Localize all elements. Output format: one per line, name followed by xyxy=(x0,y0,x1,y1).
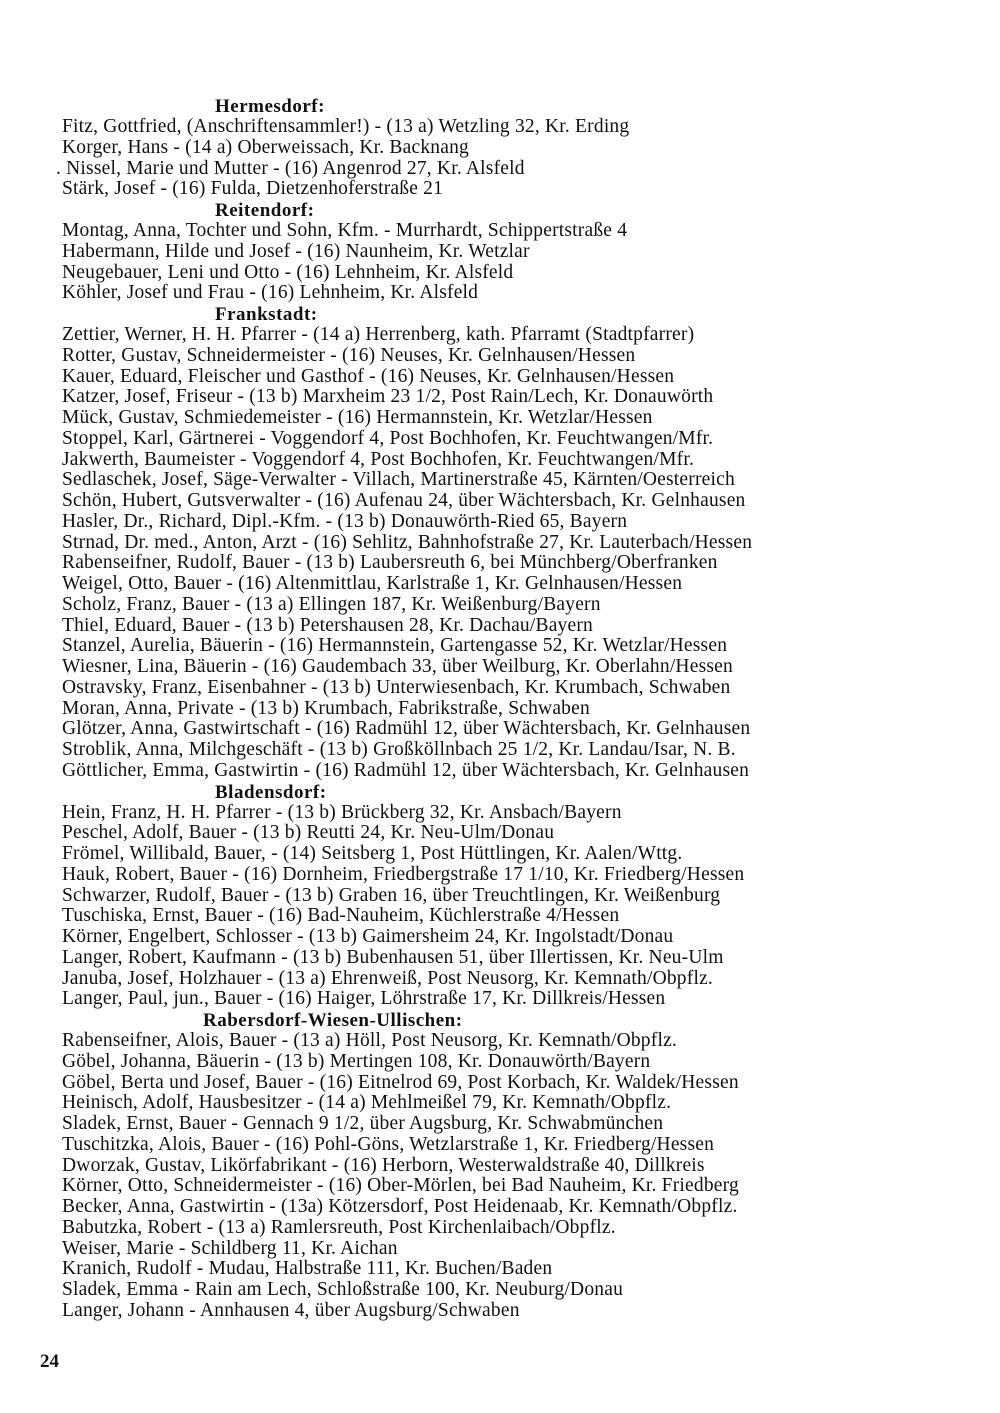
list-item: Schwarzer, Rudolf, Bauer - (13 b) Graben 16, über Treuchtlingen, Kr. Weißenburg xyxy=(62,884,721,906)
list-item: Tuschitzka, Alois, Bauer - (16) Pohl-Göns, Wetzlarstraße 1, Kr. Friedberg/Hessen xyxy=(62,1133,715,1155)
section-bladensdorf xyxy=(62,782,942,1011)
list-item: Katzer, Josef, Friseur - (13 b) Marxheim 23 1/2, Post Rain/Lech, Kr. Donauwörth xyxy=(62,386,714,408)
list-item: Sladek, Emma - Rain am Lech, Schloßstraße 100, Kr. Neuburg/Donau xyxy=(62,1279,624,1300)
section-title: Frankstadt: xyxy=(215,304,318,325)
section-reitendorf xyxy=(62,200,942,304)
list-item: Mück, Gustav, Schmiedemeister - (16) Hermannstein, Kr. Wetzlar/Hessen xyxy=(62,407,653,428)
list-item: Hasler, Dr., Richard, Dipl.-Kfm. - (13 b) Donauwörth-Ried 65, Bayern xyxy=(62,510,628,532)
list-item: Korger, Hans - (14 a) Oberweissach, Kr. Backnang xyxy=(62,136,469,158)
list-item: Peschel, Adolf, Bauer - (13 b) Reutti 24, Kr. Neu-Ulm/Donau xyxy=(62,822,555,844)
list-item: Ostravsky, Franz, Eisenbahner - (13 b) Unterwiesenbach, Kr. Krumbach, Schwaben xyxy=(62,676,731,698)
list-item: Jakwerth, Baumeister - Voggendorf 4, Post Bochhofen, Kr. Feuchtwangen/Mfr. xyxy=(62,448,695,470)
list-item: Zettier, Werner, H. H. Pfarrer - (14 a) Herrenberg, kath. Pfarramt (Stadtpfarrer) xyxy=(62,324,695,345)
list-item: Glötzer, Anna, Gastwirtschaft - (16) Radmühl 12, über Wächtersbach, Kr. Gelnhausen xyxy=(62,718,751,740)
list-item: Sedlaschek, Josef, Säge-Verwalter - Villach, Martinerstraße 45, Kärnten/Oesterreich xyxy=(62,469,735,491)
list-item: Dworzak, Gustav, Likörfabrikant - (16) Herborn, Westerwaldstraße 40, Dillkreis xyxy=(62,1154,705,1176)
list-item: . Nissel, Marie und Mutter - (16) Angenrod 27, Kr. Alsfeld xyxy=(56,157,525,179)
list-item: Göttlicher, Emma, Gastwirtin - (16) Radmühl 12, über Wächtersbach, Kr. Gelnhausen xyxy=(62,759,750,781)
list-item: Sladek, Ernst, Bauer - Gennach 9 1/2, über Augsburg, Kr. Schwabmünchen xyxy=(62,1113,664,1134)
list-item: Rabenseifner, Rudolf, Bauer - (13 b) Laubersreuth 6, bei Münchberg/Oberfranken xyxy=(62,552,718,574)
list-item: Scholz, Franz, Bauer - (13 a) Ellingen 187, Kr. Weißenburg/Bayern xyxy=(62,593,601,615)
list-item: Frömel, Willibald, Bauer, - (14) Seitsberg 1, Post Hüttlingen, Kr. Aalen/Wttg. xyxy=(62,843,683,864)
address-list-page xyxy=(56,96,942,1322)
list-item: Tuschiska, Ernst, Bauer - (16) Bad-Nauheim, Küchlerstraße 4/Hessen xyxy=(62,905,620,927)
list-item: Hauk, Robert, Bauer - (16) Dornheim, Friedbergstraße 17 1/10, Kr. Friedberg/Hessen xyxy=(62,863,745,885)
section-title: Hermesdorf: xyxy=(215,96,325,117)
list-item: Strnad, Dr. med., Anton, Arzt - (16) Sehlitz, Bahnhofstraße 27, Kr. Lauterbach/Hessen xyxy=(62,531,753,553)
list-item: Wiesner, Lina, Bäuerin - (16) Gaudembach 33, über Weilburg, Kr. Oberlahn/Hessen xyxy=(62,656,733,677)
list-item: Heinisch, Adolf, Hausbesitzer - (14 a) Mehlmeißel 79, Kr. Kemnath/Obpflz. xyxy=(62,1092,672,1114)
list-item: Becker, Anna, Gastwirtin - (13a) Kötzersdorf, Post Heidenaab, Kr. Kemnath/Obpflz. xyxy=(62,1196,738,1217)
list-item: Weigel, Otto, Bauer - (16) Altenmittlau, Karlstraße 1, Kr. Gelnhausen/Hessen xyxy=(62,573,683,594)
section-title: Rabersdorf-Wiesen-Ullischen: xyxy=(203,1010,463,1031)
list-item: Thiel, Eduard, Bauer - (13 b) Petershausen 28, Kr. Dachau/Bayern xyxy=(62,614,594,636)
list-item: Stärk, Josef - (16) Fulda, Dietzenhoferstraße 21 xyxy=(62,178,444,200)
list-item: Langer, Robert, Kaufmann - (13 b) Bubenhausen 51, über Illertissen, Kr. Neu-Ulm xyxy=(62,946,724,968)
list-item: Körner, Engelbert, Schlosser - (13 b) Gaimersheim 24, Kr. Ingolstadt/Donau xyxy=(62,926,674,947)
section-rabersdorf-wiesen-ullischen xyxy=(62,1010,942,1322)
list-item: Habermann, Hilde und Josef - (16) Naunheim, Kr. Wetzlar xyxy=(62,240,530,262)
list-item: Göbel, Berta und Josef, Bauer - (16) Eitnelrod 69, Post Korbach, Kr. Waldek/Hessen xyxy=(62,1071,739,1093)
section-title: Reitendorf: xyxy=(215,200,315,221)
section-hermesdorf xyxy=(56,96,942,200)
page-number: 24 xyxy=(40,1351,59,1372)
list-item: Neugebauer, Leni und Otto - (16) Lehnheim, Kr. Alsfeld xyxy=(62,261,514,283)
list-item: Rabenseifner, Alois, Bauer - (13 a) Höll, Post Neusorg, Kr. Kemnath/Obpflz. xyxy=(62,1030,677,1051)
list-item: Stanzel, Aurelia, Bäuerin - (16) Hermannstein, Gartengasse 52, Kr. Wetzlar/Hessen xyxy=(62,635,728,657)
list-item: Stroblik, Anna, Milchgeschäft - (13 b) Großköllnbach 25 1/2, Kr. Landau/Isar, N. B. xyxy=(62,739,736,760)
list-item: Langer, Paul, jun., Bauer - (16) Haiger, Löhrstraße 17, Kr. Dillkreis/Hessen xyxy=(62,988,666,1010)
list-item: Stoppel, Karl, Gärtnerei - Voggendorf 4, Post Bochhofen, Kr. Feuchtwangen/Mfr. xyxy=(62,427,714,449)
list-item: Schön, Hubert, Gutsverwalter - (16) Aufenau 24, über Wächtersbach, Kr. Gelnhausen xyxy=(62,490,746,511)
section-title: Bladensdorf: xyxy=(215,781,327,803)
list-item: Rotter, Gustav, Schneidermeister - (16) Neuses, Kr. Gelnhausen/Hessen xyxy=(62,344,636,366)
list-item: Januba, Josef, Holzhauer - (13 a) Ehrenweiß, Post Neusorg, Kr. Kemnath/Obpflz. xyxy=(62,967,713,989)
list-item: Kranich, Rudolf - Mudau, Halbstraße 111, Kr. Buchen/Baden xyxy=(62,1258,553,1280)
list-item: Kauer, Eduard, Fleischer und Gasthof - (16) Neuses, Kr. Gelnhausen/Hessen xyxy=(62,365,675,387)
list-item: Fitz, Gottfried, (Anschriftensammler!) - (13 a) Wetzling 32, Kr. Erding xyxy=(62,116,630,137)
list-item: Langer, Johann - Annhausen 4, über Augsburg/Schwaben xyxy=(62,1299,520,1321)
list-item: Babutzka, Robert - (13 a) Ramlersreuth, Post Kirchenlaibach/Obpflz. xyxy=(62,1216,616,1238)
list-item: Weiser, Marie - Schildberg 11, Kr. Aichan xyxy=(62,1237,398,1259)
list-item: Körner, Otto, Schneidermeister - (16) Ober-Mörlen, bei Bad Nauheim, Kr. Friedberg xyxy=(62,1175,739,1197)
list-item: Köhler, Josef und Frau - (16) Lehnheim, Kr. Alsfeld xyxy=(62,282,479,304)
list-item: Montag, Anna, Tochter und Sohn, Kfm. - Murrhardt, Schippertstraße 4 xyxy=(62,220,628,241)
list-item: Hein, Franz, H. H. Pfarrer - (13 b) Brückberg 32, Kr. Ansbach/Bayern xyxy=(62,801,622,823)
section-frankstadt xyxy=(62,304,942,782)
list-item: Moran, Anna, Private - (13 b) Krumbach, Fabrikstraße, Schwaben xyxy=(62,697,590,719)
list-item: Göbel, Johanna, Bäuerin - (13 b) Mertingen 108, Kr. Donauwörth/Bayern xyxy=(62,1050,651,1072)
